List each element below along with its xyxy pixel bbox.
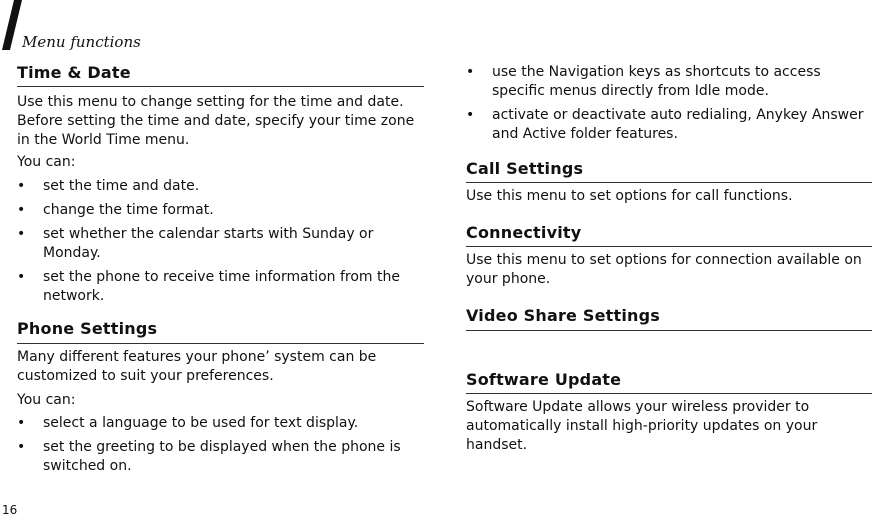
phone-settings-you-can: You can: <box>17 392 76 408</box>
bullet-icon: • <box>17 439 26 455</box>
section-divider <box>466 330 872 331</box>
time-date-bullet-list <box>17 177 424 311</box>
phone-settings-intro: Many different features your phone’ system can be customized to suit your preferences. <box>17 349 377 384</box>
list-item: • select a language to be used for text display. <box>17 415 359 431</box>
list-item: • set whether the calendar starts with Sunday or Monday. <box>17 226 374 261</box>
continued-bullet-list <box>466 63 872 149</box>
page-number: 16 <box>2 503 18 517</box>
software-update-text: Software Update allows your wireless provider to automatically install high-priority updates on your handset. <box>466 399 818 453</box>
bullet-icon: • <box>466 107 475 123</box>
section-divider <box>17 343 424 344</box>
list-item: • activate or deactivate auto redialing, Anykey Answer and Active folder features. <box>466 107 864 142</box>
running-header: Menu functions <box>22 33 141 51</box>
bullet-icon: • <box>17 178 26 194</box>
connectivity-text: Use this menu to set options for connection available on your phone. <box>466 252 862 287</box>
section-title-connectivity: Connectivity <box>466 223 582 242</box>
section-divider <box>466 393 872 394</box>
list-item: • set the greeting to be displayed when the phone is switched on. <box>17 439 401 474</box>
time-date-intro: Use this menu to change setting for the time and date. Before setting the time and date, specify your time zone in the World Time menu. <box>17 94 415 148</box>
section-title-call-settings: Call Settings <box>466 159 584 178</box>
section-divider <box>466 246 872 247</box>
call-settings-text: Use this menu to set options for call functions. <box>466 188 793 204</box>
bullet-icon: • <box>17 269 26 285</box>
list-item: • change the time format. <box>17 202 214 218</box>
section-title-software-update: Software Update <box>466 370 622 389</box>
section-title-phone-settings: Phone Settings <box>17 319 158 338</box>
phone-settings-bullet-list <box>17 414 424 481</box>
list-item: • use the Navigation keys as shortcuts to access specific menus directly from Idle mode. <box>466 64 821 99</box>
section-title-video-share-settings: Video Share Settings <box>466 306 660 325</box>
bullet-icon: • <box>466 64 475 80</box>
bullet-icon: • <box>17 202 26 218</box>
section-divider <box>17 86 424 87</box>
list-item: • set the time and date. <box>17 178 200 194</box>
list-item: • set the phone to receive time information from the network. <box>17 269 400 304</box>
bullet-icon: • <box>17 415 26 431</box>
section-title-time-date: Time & Date <box>17 63 131 82</box>
section-divider <box>466 182 872 183</box>
bullet-icon: • <box>17 226 26 242</box>
time-date-you-can: You can: <box>17 154 76 170</box>
